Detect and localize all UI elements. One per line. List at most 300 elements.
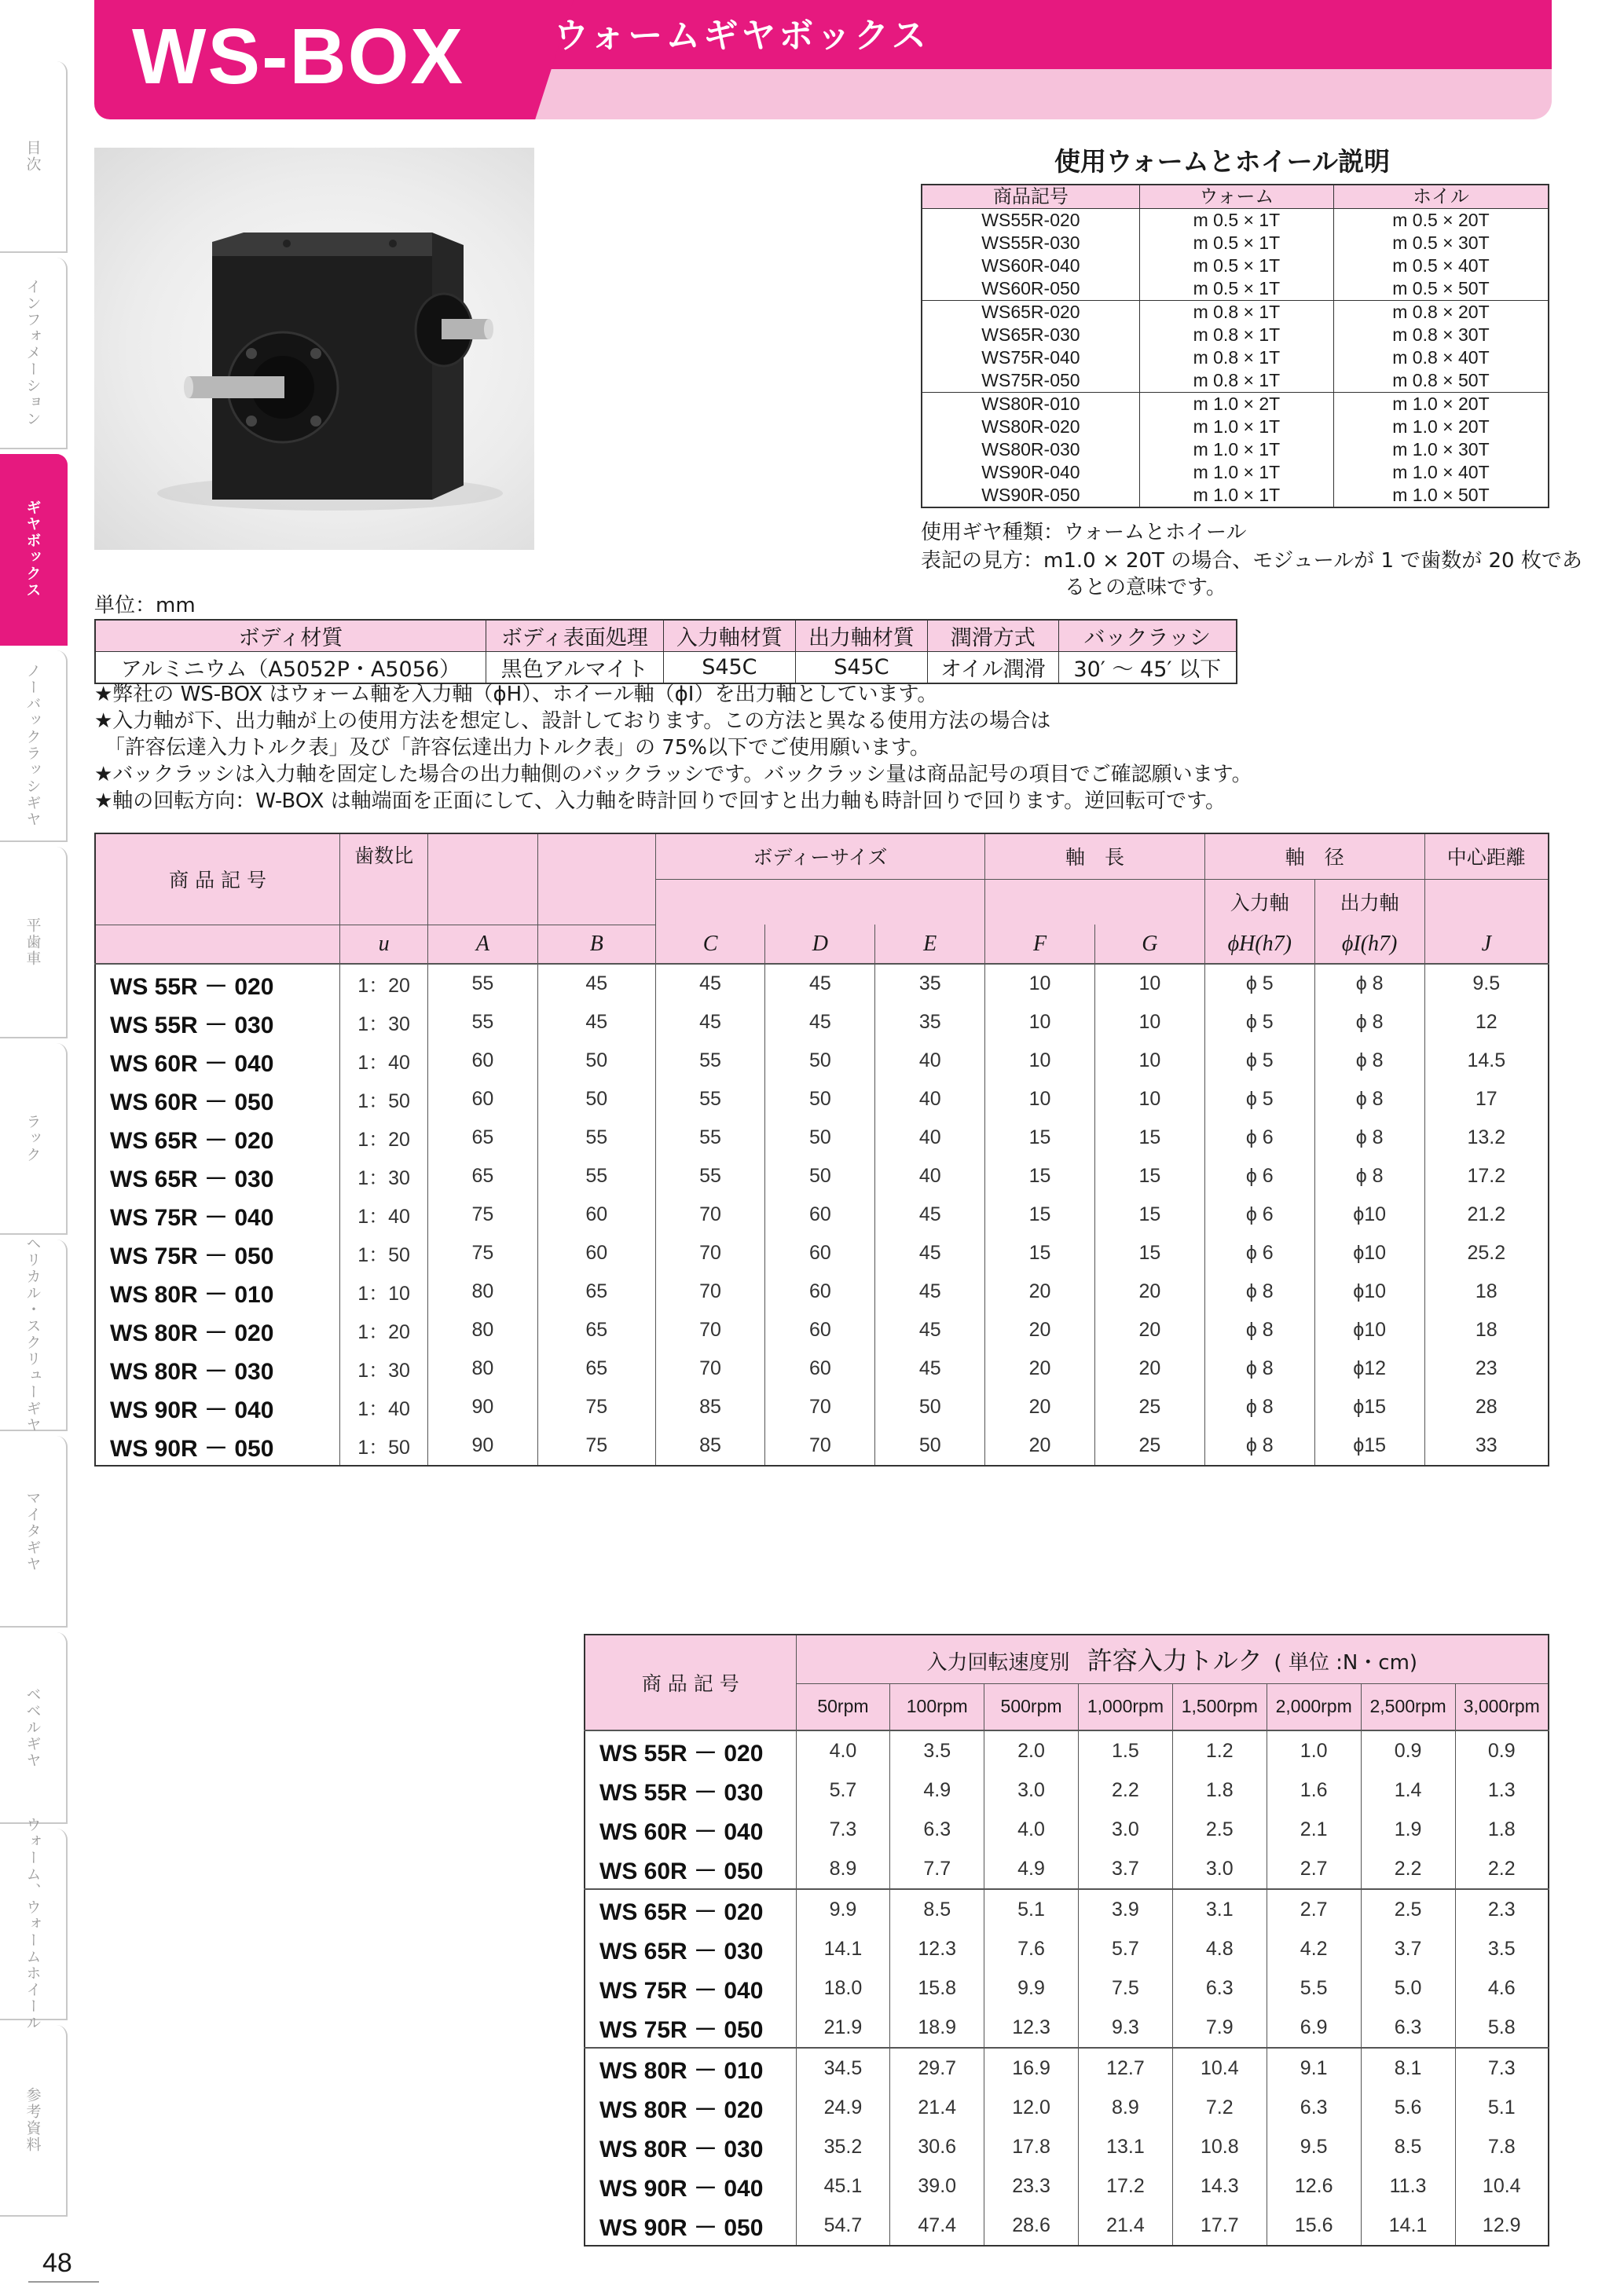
- torque-value-cell: 1.5: [1078, 1730, 1172, 1771]
- side-tab-4[interactable]: [0, 847, 68, 1038]
- dim-value-cell: ϕ 6: [1204, 1234, 1314, 1273]
- torque-value-cell: 5.5: [1267, 1968, 1361, 2008]
- dim-value-cell: 20: [985, 1388, 1095, 1426]
- worm-cell: WS55R-020: [922, 209, 1139, 233]
- torque-value-cell: 7.8: [1455, 2127, 1549, 2166]
- torque-header-code: 商 品 記 号: [585, 1635, 796, 1730]
- worm-cell: m 0.5 × 50T: [1333, 277, 1549, 301]
- torque-value-cell: 15.8: [890, 1968, 984, 2008]
- material-header-cell: ボディ材質: [95, 620, 486, 652]
- dim-value-cell: 60: [537, 1234, 655, 1273]
- materials-table: [94, 619, 1237, 684]
- dim-value-cell: 40: [875, 1080, 985, 1119]
- worm-cell: m 1.0 × 50T: [1333, 484, 1549, 507]
- dim-value-cell: ϕ10: [1314, 1311, 1424, 1349]
- product-code-cell: WS 80R － 010: [585, 2048, 796, 2088]
- dim-value-cell: 45: [875, 1234, 985, 1273]
- torque-value-cell: 1.4: [1361, 1771, 1455, 1810]
- side-tab-2[interactable]: [0, 454, 68, 646]
- dim-value-cell: 65: [428, 1119, 538, 1157]
- material-value-cell: 30′ ～ 45′ 以下: [1058, 652, 1237, 684]
- dim-value-cell: 50: [765, 1042, 875, 1080]
- dim-value-cell: 75: [428, 1234, 538, 1273]
- torque-value-cell: 2.7: [1267, 1849, 1361, 1889]
- dim-value-cell: 1：30: [340, 1349, 428, 1388]
- dim-value-cell: 55: [428, 964, 538, 1003]
- product-code-cell: WS 75R － 040: [95, 1196, 340, 1234]
- worm-cell: m 0.8 × 30T: [1333, 324, 1549, 346]
- table-row: [922, 416, 1549, 438]
- torque-value-cell: 4.9: [890, 1771, 984, 1810]
- side-tab-1[interactable]: [0, 258, 68, 449]
- table-row: [922, 369, 1549, 393]
- torque-value-cell: 12.6: [1267, 2166, 1361, 2206]
- torque-value-cell: 2.2: [1078, 1771, 1172, 1810]
- dim-value-cell: 1：50: [340, 1234, 428, 1273]
- torque-value-cell: 3.0: [1078, 1810, 1172, 1849]
- dim-value-cell: 40: [875, 1042, 985, 1080]
- side-tab-label: インフォメーション: [24, 278, 42, 427]
- dim-header-shaft-diameter: 軸 径: [1204, 833, 1424, 879]
- dim-value-cell: ϕ 8: [1314, 1119, 1424, 1157]
- dim-value-cell: 55: [655, 1157, 765, 1196]
- table-row: [922, 209, 1549, 233]
- unit-label: 単位：mm: [94, 594, 196, 617]
- torque-value-cell: 1.8: [1172, 1771, 1267, 1810]
- torque-value-cell: 9.9: [796, 1889, 890, 1929]
- worm-cell: m 0.8 × 50T: [1333, 369, 1549, 393]
- table-row: [95, 1234, 1549, 1273]
- torque-value-cell: 4.9: [984, 1849, 1079, 1889]
- dim-value-cell: 35: [875, 964, 985, 1003]
- speed-header-cell: 1,500rpm: [1172, 1683, 1267, 1730]
- dim-value-cell: 15: [985, 1157, 1095, 1196]
- side-tab-9[interactable]: [0, 1816, 68, 2031]
- torque-value-cell: 23.3: [984, 2166, 1079, 2206]
- dim-value-cell: 15: [1094, 1234, 1204, 1273]
- table-row: [95, 1311, 1549, 1349]
- torque-value-cell: 5.1: [1455, 2088, 1549, 2127]
- dim-value-cell: ϕ 8: [1204, 1311, 1314, 1349]
- dim-value-cell: ϕ 5: [1204, 964, 1314, 1003]
- product-code-cell: WS 90R － 050: [585, 2206, 796, 2246]
- dim-value-cell: 50: [765, 1080, 875, 1119]
- table-row: [585, 2206, 1549, 2246]
- table-row: [95, 1349, 1549, 1388]
- dim-value-cell: 55: [655, 1080, 765, 1119]
- product-code-cell: WS 90R － 040: [95, 1388, 340, 1426]
- torque-header-unit: ( 単位 :N・cm): [1274, 1651, 1418, 1675]
- torque-value-cell: 6.3: [1172, 1968, 1267, 2008]
- torque-value-cell: 2.5: [1361, 1889, 1455, 1929]
- torque-value-cell: 5.8: [1455, 2008, 1549, 2048]
- dim-value-cell: 50: [875, 1426, 985, 1466]
- torque-value-cell: 0.9: [1455, 1730, 1549, 1771]
- product-code-cell: WS 60R － 050: [95, 1080, 340, 1119]
- torque-value-cell: 2.1: [1267, 1810, 1361, 1849]
- material-header-cell: 出力軸材質: [795, 620, 927, 652]
- speed-header-cell: 1,000rpm: [1078, 1683, 1172, 1730]
- dim-value-cell: 28: [1424, 1388, 1549, 1426]
- table-row: [95, 1119, 1549, 1157]
- torque-value-cell: 10.8: [1172, 2127, 1267, 2166]
- side-tab-10[interactable]: [0, 2025, 68, 2217]
- worm-cell: m 0.8 × 40T: [1333, 346, 1549, 369]
- dim-value-cell: 14.5: [1424, 1042, 1549, 1080]
- dim-value-cell: 65: [537, 1311, 655, 1349]
- torque-value-cell: 14.3: [1172, 2166, 1267, 2206]
- worm-cell: m 1.0 × 20T: [1333, 393, 1549, 416]
- dim-value-cell: ϕ 8: [1314, 1080, 1424, 1119]
- torque-value-cell: 6.3: [1361, 2008, 1455, 2048]
- dim-value-cell: 55: [537, 1157, 655, 1196]
- table-row: [922, 277, 1549, 301]
- dim-symbol-cell: ϕH(h7): [1204, 925, 1314, 964]
- page-number: 48: [42, 2248, 72, 2278]
- worm-cell: m 0.8 × 1T: [1139, 346, 1333, 369]
- table-row: [922, 484, 1549, 507]
- torque-value-cell: 14.1: [1361, 2206, 1455, 2246]
- side-tab-label: ベベルギヤ: [24, 1686, 42, 1769]
- page-title: WS-BOX: [132, 13, 465, 101]
- dim-value-cell: 80: [428, 1273, 538, 1311]
- dim-value-cell: 45: [655, 964, 765, 1003]
- worm-cell: m 0.8 × 1T: [1139, 301, 1333, 324]
- dim-value-cell: ϕ 8: [1314, 1042, 1424, 1080]
- dim-header-center-distance: 中心距離: [1424, 833, 1549, 879]
- side-tab-8[interactable]: [0, 1632, 68, 1824]
- dim-value-cell: ϕ15: [1314, 1388, 1424, 1426]
- torque-value-cell: 3.9: [1078, 1889, 1172, 1929]
- dim-symbol-cell: u: [340, 925, 428, 964]
- table-row: [95, 1003, 1549, 1042]
- speed-header-cell: 2,500rpm: [1361, 1683, 1455, 1730]
- side-tab-label: マイタギヤ: [24, 1489, 42, 1573]
- product-code-cell: WS 80R － 010: [95, 1273, 340, 1311]
- note-line: ★バックラッシは入力軸を固定した場合の出力軸側のバックラッシです。バックラッシ量は商品記号の項目でご確認願います。: [94, 763, 1252, 786]
- dim-value-cell: 15: [985, 1196, 1095, 1234]
- dim-value-cell: 50: [875, 1388, 985, 1426]
- worm-cell: WS90R-050: [922, 484, 1139, 507]
- dim-value-cell: 85: [655, 1426, 765, 1466]
- torque-value-cell: 3.7: [1078, 1849, 1172, 1889]
- dim-value-cell: ϕ 5: [1204, 1003, 1314, 1042]
- torque-value-cell: 1.0: [1267, 1730, 1361, 1771]
- worm-cell: m 1.0 × 1T: [1139, 461, 1333, 484]
- torque-value-cell: 7.6: [984, 1929, 1079, 1968]
- dim-value-cell: ϕ 8: [1314, 1157, 1424, 1196]
- worm-cell: WS75R-050: [922, 369, 1139, 393]
- worm-cell: WS80R-020: [922, 416, 1139, 438]
- torque-value-cell: 17.2: [1078, 2166, 1172, 2206]
- worm-cell: m 1.0 × 1T: [1139, 416, 1333, 438]
- product-code-cell: WS 80R － 030: [585, 2127, 796, 2166]
- material-value-cell: 黒色アルマイト: [486, 652, 663, 684]
- torque-value-cell: 2.2: [1455, 1849, 1549, 1889]
- dim-value-cell: 15: [1094, 1196, 1204, 1234]
- material-value-cell: アルミニウム（A5052P・A5056）: [95, 652, 486, 684]
- dim-value-cell: 45: [655, 1003, 765, 1042]
- worm-wheel-table: [921, 184, 1549, 508]
- dim-value-cell: 10: [985, 1080, 1095, 1119]
- material-header-cell: バックラッシ: [1058, 620, 1237, 652]
- worm-cell: WS60R-050: [922, 277, 1139, 301]
- dim-value-cell: 50: [765, 1157, 875, 1196]
- torque-header-main: 許容入力トルク: [1087, 1646, 1263, 1676]
- dim-value-cell: 1：40: [340, 1388, 428, 1426]
- note-line: 「許容伝達入力トルク表」及び「許容伝達出力トルク表」の 75%以下でご使用願います。: [94, 736, 930, 760]
- torque-value-cell: 5.0: [1361, 1968, 1455, 2008]
- dim-value-cell: 40: [875, 1119, 985, 1157]
- dim-value-cell: 23: [1424, 1349, 1549, 1388]
- product-code-cell: WS 55R － 020: [95, 964, 340, 1003]
- worm-cell: m 0.5 × 1T: [1139, 209, 1333, 233]
- dim-value-cell: 1：20: [340, 1119, 428, 1157]
- table-row: [585, 2166, 1549, 2206]
- torque-value-cell: 5.1: [984, 1889, 1079, 1929]
- torque-value-cell: 24.9: [796, 2088, 890, 2127]
- dim-value-cell: 10: [985, 1042, 1095, 1080]
- product-code-cell: WS 65R － 020: [95, 1119, 340, 1157]
- dim-value-cell: 55: [428, 1003, 538, 1042]
- torque-value-cell: 7.3: [796, 1810, 890, 1849]
- dim-value-cell: 21.2: [1424, 1196, 1549, 1234]
- dim-value-cell: 25: [1094, 1388, 1204, 1426]
- torque-value-cell: 2.2: [1361, 1849, 1455, 1889]
- side-tab-7[interactable]: [0, 1436, 68, 1628]
- page-footer-line: [28, 2281, 99, 2283]
- dim-value-cell: 20: [985, 1349, 1095, 1388]
- dim-symbol-cell: A: [428, 925, 538, 964]
- torque-value-cell: 18.9: [890, 2008, 984, 2048]
- product-code-cell: WS 75R － 040: [585, 1968, 796, 2008]
- table-row: [922, 324, 1549, 346]
- dim-value-cell: 55: [655, 1119, 765, 1157]
- torque-value-cell: 18.0: [796, 1968, 890, 2008]
- worm-cell: WS75R-040: [922, 346, 1139, 369]
- torque-value-cell: 21.4: [890, 2088, 984, 2127]
- table-row: [585, 2127, 1549, 2166]
- worm-cell: m 0.5 × 40T: [1333, 255, 1549, 277]
- table-row: [585, 2008, 1549, 2048]
- dim-value-cell: 1：40: [340, 1042, 428, 1080]
- dim-value-cell: 60: [537, 1196, 655, 1234]
- product-code-cell: WS 80R － 020: [585, 2088, 796, 2127]
- dim-value-cell: 65: [537, 1349, 655, 1388]
- torque-value-cell: 5.7: [796, 1771, 890, 1810]
- torque-value-cell: 39.0: [890, 2166, 984, 2206]
- torque-value-cell: 1.3: [1455, 1771, 1549, 1810]
- dim-value-cell: 70: [655, 1234, 765, 1273]
- torque-value-cell: 4.0: [796, 1730, 890, 1771]
- table-row: [585, 2088, 1549, 2127]
- side-tab-label: 目次: [24, 140, 42, 173]
- dim-value-cell: 10: [985, 964, 1095, 1003]
- worm-cell: m 0.8 × 1T: [1139, 369, 1333, 393]
- material-value-cell: S45C: [663, 652, 795, 684]
- dim-value-cell: 25.2: [1424, 1234, 1549, 1273]
- table-row: [95, 1157, 1549, 1196]
- torque-value-cell: 3.5: [890, 1730, 984, 1771]
- dim-value-cell: 90: [428, 1388, 538, 1426]
- dim-symbol-cell: C: [655, 925, 765, 964]
- table-row: [585, 1849, 1549, 1889]
- dim-value-cell: 33: [1424, 1426, 1549, 1466]
- material-value-cell: オイル潤滑: [927, 652, 1058, 684]
- dim-value-cell: 45: [537, 1003, 655, 1042]
- torque-value-cell: 7.5: [1078, 1968, 1172, 2008]
- dim-value-cell: 10: [1094, 1003, 1204, 1042]
- dim-value-cell: 13.2: [1424, 1119, 1549, 1157]
- dim-value-cell: 10: [1094, 1080, 1204, 1119]
- table-row: [585, 1929, 1549, 1968]
- table-row: [585, 2048, 1549, 2088]
- dim-value-cell: 70: [655, 1311, 765, 1349]
- speed-header-cell: 500rpm: [984, 1683, 1079, 1730]
- dim-value-cell: 20: [985, 1426, 1095, 1466]
- side-tab-3[interactable]: [0, 650, 68, 842]
- dim-value-cell: ϕ 8: [1204, 1388, 1314, 1426]
- dim-header-ratio: 歯数比: [340, 833, 428, 925]
- torque-value-cell: 11.3: [1361, 2166, 1455, 2206]
- dim-symbol-cell: J: [1424, 925, 1549, 964]
- dim-value-cell: 9.5: [1424, 964, 1549, 1003]
- torque-value-cell: 1.6: [1267, 1771, 1361, 1810]
- dim-value-cell: 50: [537, 1080, 655, 1119]
- dimensions-table: [94, 833, 1549, 1467]
- torque-value-cell: 9.9: [984, 1968, 1079, 2008]
- dim-value-cell: 70: [655, 1196, 765, 1234]
- worm-cell: WS60R-040: [922, 255, 1139, 277]
- torque-value-cell: 4.0: [984, 1810, 1079, 1849]
- dim-value-cell: 15: [985, 1119, 1095, 1157]
- dim-value-cell: 1：30: [340, 1157, 428, 1196]
- note-line: ★弊社の WS-BOX はウォーム軸を入力軸（ϕH）、ホイール軸（ϕI）を出力軸としています。: [94, 683, 938, 706]
- dim-value-cell: ϕ 6: [1204, 1157, 1314, 1196]
- torque-value-cell: 7.3: [1455, 2048, 1549, 2088]
- dim-header-shaft-length: 軸 長: [985, 833, 1205, 879]
- dim-value-cell: 70: [655, 1273, 765, 1311]
- worm-cell: WS90R-040: [922, 461, 1139, 484]
- worm-cell: m 1.0 × 1T: [1139, 438, 1333, 461]
- dim-value-cell: 45: [537, 964, 655, 1003]
- side-tab-label: 平歯車: [24, 917, 42, 967]
- dim-value-cell: 65: [537, 1273, 655, 1311]
- dim-symbol-cell: B: [537, 925, 655, 964]
- dim-value-cell: 1：50: [340, 1080, 428, 1119]
- torque-value-cell: 8.9: [796, 1849, 890, 1889]
- torque-value-cell: 35.2: [796, 2127, 890, 2166]
- side-tab-label: ウォーム、ウォームホイール: [24, 1816, 42, 2031]
- torque-header-pre: 入力回転速度別: [926, 1651, 1070, 1675]
- torque-value-cell: 45.1: [796, 2166, 890, 2206]
- side-tab-0[interactable]: [0, 61, 68, 253]
- dim-value-cell: ϕ 8: [1314, 964, 1424, 1003]
- dim-value-cell: 10: [985, 1003, 1095, 1042]
- dim-value-cell: ϕ10: [1314, 1234, 1424, 1273]
- side-tab-label: ラック: [24, 1113, 42, 1163]
- dim-symbol-cell: E: [875, 925, 985, 964]
- torque-value-cell: 16.9: [984, 2048, 1079, 2088]
- table-row: [922, 346, 1549, 369]
- torque-value-cell: 8.5: [1361, 2127, 1455, 2166]
- table-row: [922, 393, 1549, 416]
- product-code-cell: WS 60R － 040: [585, 1810, 796, 1849]
- torque-value-cell: 5.7: [1078, 1929, 1172, 1968]
- side-tab-5[interactable]: [0, 1043, 68, 1235]
- dim-header-input-shaft: 入力軸: [1204, 879, 1314, 925]
- dim-value-cell: 1：20: [340, 1311, 428, 1349]
- torque-value-cell: 2.5: [1172, 1810, 1267, 1849]
- worm-cell: m 1.0 × 30T: [1333, 438, 1549, 461]
- side-tab-label: ヘリカル・スクリューギヤ: [24, 1236, 42, 1434]
- product-code-cell: WS 75R － 050: [95, 1234, 340, 1273]
- product-code-cell: WS 80R － 020: [95, 1311, 340, 1349]
- table-row: [922, 255, 1549, 277]
- torque-value-cell: 54.7: [796, 2206, 890, 2246]
- dim-value-cell: 15: [1094, 1119, 1204, 1157]
- dim-value-cell: 60: [765, 1196, 875, 1234]
- torque-value-cell: 1.9: [1361, 1810, 1455, 1849]
- worm-cell: m 0.5 × 30T: [1333, 232, 1549, 255]
- torque-value-cell: 5.6: [1361, 2088, 1455, 2127]
- table-row: [95, 1196, 1549, 1234]
- dim-value-cell: 80: [428, 1349, 538, 1388]
- speed-header-cell: 2,000rpm: [1267, 1683, 1361, 1730]
- dim-symbol-cell: ϕI(h7): [1314, 925, 1424, 964]
- torque-value-cell: 4.6: [1455, 1968, 1549, 2008]
- dim-value-cell: 45: [765, 964, 875, 1003]
- torque-value-cell: 21.9: [796, 2008, 890, 2048]
- dim-value-cell: 75: [537, 1388, 655, 1426]
- worm-cell: WS65R-020: [922, 301, 1139, 324]
- dim-value-cell: 70: [655, 1349, 765, 1388]
- torque-value-cell: 9.5: [1267, 2127, 1361, 2166]
- torque-value-cell: 2.7: [1267, 1889, 1361, 1929]
- dim-value-cell: ϕ 6: [1204, 1196, 1314, 1234]
- dim-value-cell: 1：10: [340, 1273, 428, 1311]
- product-code-cell: WS 65R － 030: [95, 1157, 340, 1196]
- dim-value-cell: 18: [1424, 1273, 1549, 1311]
- dim-value-cell: 60: [765, 1311, 875, 1349]
- torque-value-cell: 47.4: [890, 2206, 984, 2246]
- torque-value-cell: 8.9: [1078, 2088, 1172, 2127]
- torque-value-cell: 2.0: [984, 1730, 1079, 1771]
- dim-value-cell: 60: [765, 1349, 875, 1388]
- dim-value-cell: 1：30: [340, 1003, 428, 1042]
- dim-value-cell: 75: [428, 1196, 538, 1234]
- worm-cell: m 0.5 × 20T: [1333, 209, 1549, 233]
- table-row: [922, 438, 1549, 461]
- product-code-cell: WS 60R － 050: [585, 1849, 796, 1889]
- worm-cell: m 1.0 × 20T: [1333, 416, 1549, 438]
- worm-cell: m 0.8 × 20T: [1333, 301, 1549, 324]
- dim-value-cell: 20: [1094, 1349, 1204, 1388]
- table-row: [585, 1771, 1549, 1810]
- dim-value-cell: 80: [428, 1311, 538, 1349]
- torque-value-cell: 10.4: [1455, 2166, 1549, 2206]
- dim-symbol-cell: F: [985, 925, 1095, 964]
- worm-header-cell: ウォーム: [1139, 185, 1333, 209]
- dim-value-cell: ϕ10: [1314, 1273, 1424, 1311]
- torque-value-cell: 12.0: [984, 2088, 1079, 2127]
- dim-value-cell: 1：50: [340, 1426, 428, 1466]
- torque-value-cell: 9.3: [1078, 2008, 1172, 2048]
- torque-value-cell: 7.2: [1172, 2088, 1267, 2127]
- side-tab-6[interactable]: [0, 1236, 68, 1434]
- table-row: [95, 1080, 1549, 1119]
- table-row: [95, 964, 1549, 1003]
